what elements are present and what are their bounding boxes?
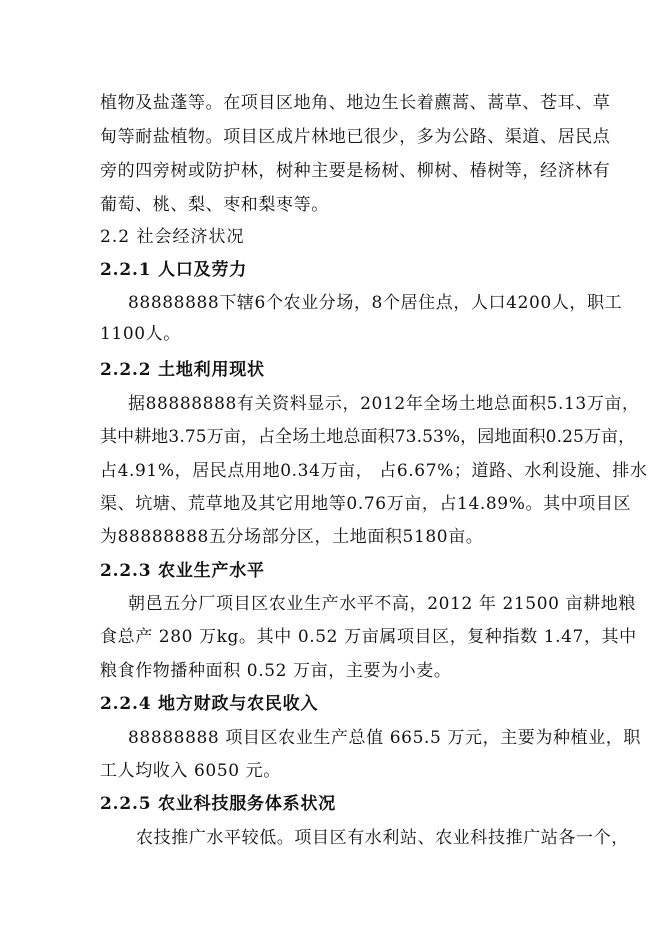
section-heading-2-2-3: 2.2.3 农业生产水平	[100, 561, 265, 581]
paragraph-line: 占4.91%，居民点用地0.34万亩， 占6.67%；道路、水利设施、排水	[100, 461, 648, 481]
section-heading-2-2-5: 2.2.5 农业科技服务体系状况	[100, 794, 337, 814]
paragraph-line: 植物及盐蓬等。在项目区地角、地边生长着藨蒿、蒿草、苍耳、草	[100, 93, 611, 113]
paragraph-line: 食总产 280 万kg。其中 0.52 万亩属项目区，复种指数 1.47，其中	[100, 627, 637, 647]
section-heading-2-2: 2.2 社会经济状况	[100, 227, 245, 247]
paragraph-line: 朝邑五分厂项目区农业生产水平不高，2012 年 21500 亩耕地粮	[128, 594, 636, 614]
paragraph-line: 88888888 项目区农业生产总值 665.5 万元，主要为种植业，职	[128, 728, 642, 748]
section-heading-2-2-1: 2.2.1 人口及劳力	[100, 260, 248, 280]
paragraph-line: 据88888888有关资料显示，2012年全场土地总面积5.13万亩，	[128, 394, 640, 414]
paragraph-line: 葡萄、桃、梨、枣和梨枣等。	[100, 195, 329, 215]
paragraph-line: 1100人。	[100, 324, 181, 344]
paragraph-line: 工人均收入 6050 元。	[100, 761, 281, 781]
section-heading-2-2-4: 2.2.4 地方财政与农民收入	[100, 694, 319, 714]
paragraph-line: 甸等耐盐植物。项目区成片林地已很少，多为公路、渠道、居民点	[100, 127, 611, 147]
section-heading-2-2-2: 2.2.2 土地利用现状	[100, 360, 265, 380]
paragraph-line: 为88888888五分场部分区，土地面积5180亩。	[100, 527, 484, 547]
paragraph-line: 农技推广水平较低。项目区有水利站、农业科技推广站各一个，	[136, 828, 629, 848]
paragraph-line: 渠、坑塘、荒草地及其它用地等0.76万亩，占14.89%。其中项目区	[100, 494, 632, 514]
paragraph-line: 粮食作物播种面积 0.52 万亩，主要为小麦。	[100, 661, 452, 681]
paragraph-line: 旁的四旁树或防护林，树种主要是杨树、柳树、椿树等，经济林有	[100, 161, 611, 181]
paragraph-line: 88888888下辖6个农业分场，8个居住点，人口4200人，职工	[128, 293, 623, 313]
paragraph-line: 其中耕地3.75万亩，占全场土地总面积73.53%，园地面积0.25万亩，	[100, 427, 636, 447]
